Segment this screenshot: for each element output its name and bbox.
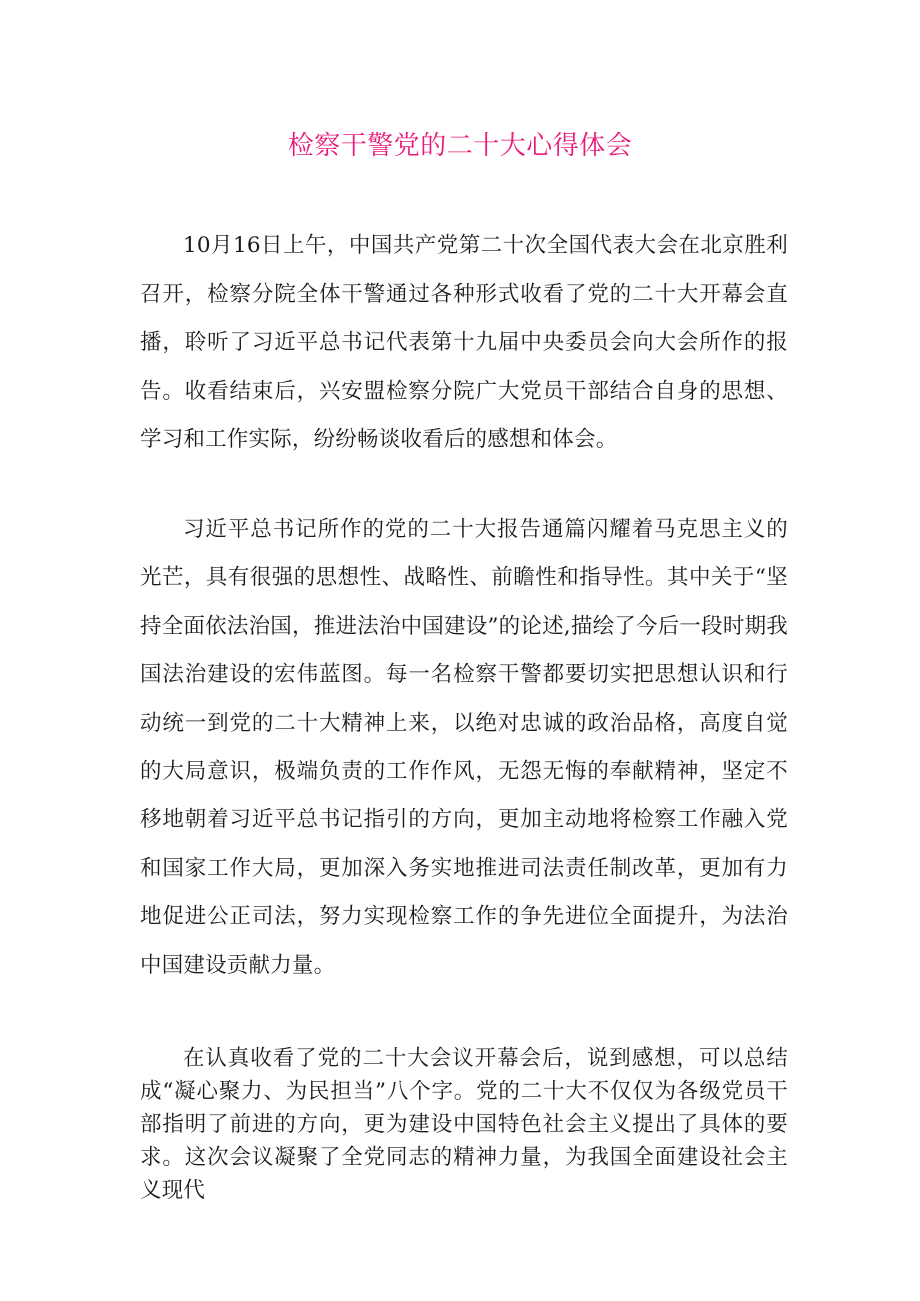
paragraph-report-reflection: 习近平总书记所作的党的二十大报告通篇闪耀着马克思主义的光芒，具有很强的思想性、战略性、前瞻性和指导性。其中关于“坚持全面依法治国，推进法治中国建设”的论述,描绘了今后一段时期我国法治建设的宏伟蓝图。每一名检察干警都要切实把思想认识和行动统一到党的二十大精神上来，以绝对忠诚的政治品格，高度自觉的大局意识，极端负责的工作作风，无怨无悔的奉献精神，坚定不移地朝着习近平总书记指引的方向，更加主动地将检察工作融入党和国家工作大局，更加深入务实地推进司法责任制改革，更加有力地促进公正司法，努力实现检察工作的争先进位全面提升，为法治中国建设贡献力量。 <box>140 517 788 978</box>
document-title: 检察干警党的二十大心得体会 <box>287 131 633 161</box>
paragraph-opening: 10月16日上午，中国共产党第二十次全国代表大会在北京胜利召开，检察分院全体干警通过各种形式收看了党的二十大开幕会直播，聆听了习近平总书记代表第十九届中央委员会向大会所作的报告。收看结束后，兴安盟检察分院广大党员干部结合自身的思想、学习和工作实际，纷纷畅谈收看后的感想和体会。 <box>140 233 788 452</box>
paragraph-summary: 在认真收看了党的二十大会议开幕会后，说到感想，可以总结成“凝心聚力、为民担当”八个字。党的二十大不仅仅为各级党员干部指明了前进的方向，更为建设中国特色社会主义提出了具体的要求。这次会议凝聚了全党同志的精神力量，为我国全面建设社会主义现代 <box>140 1046 788 1203</box>
